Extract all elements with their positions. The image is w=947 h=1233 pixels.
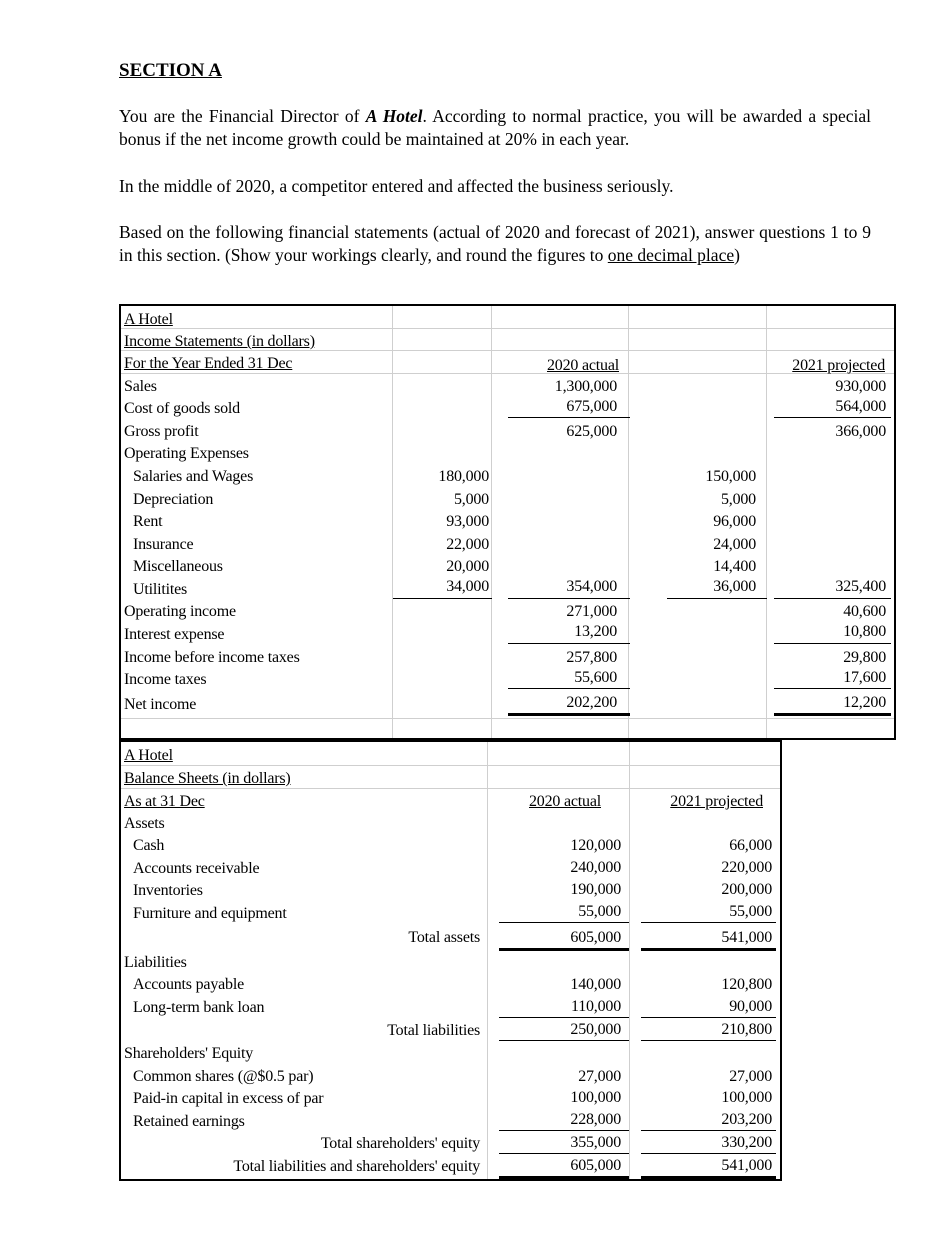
- equity-item-2021: 203,200: [721, 1111, 772, 1128]
- cogs-label: Cost of goods sold: [124, 400, 240, 417]
- equity-item-label: Paid-in capital in excess of par: [133, 1090, 324, 1107]
- equity-item-2021: 100,000: [721, 1089, 772, 1106]
- hotel-name: A Hotel: [365, 106, 423, 126]
- total-assets-label: Total assets: [408, 929, 480, 946]
- balance-col-2021: 2021 projected: [670, 793, 763, 810]
- liability-2021: 90,000: [729, 998, 772, 1015]
- equity-2021-underline: [641, 1130, 776, 1131]
- liability-label: Long-term bank loan: [133, 999, 265, 1016]
- opex-label: Operating Expenses: [124, 445, 249, 462]
- expense-2021: 24,000: [713, 536, 756, 553]
- expense-2021: 150,000: [705, 468, 756, 485]
- total-opex-2020: 354,000: [566, 578, 617, 595]
- liability-label: Accounts payable: [133, 976, 244, 993]
- assets-2020-underline: [499, 922, 629, 923]
- expenses-2020-underline: [393, 598, 492, 599]
- net-income-2020: 202,200: [566, 694, 617, 711]
- balance-title: A Hotel: [124, 747, 173, 764]
- balance-col-2020: 2020 actual: [529, 793, 601, 810]
- net-2020-double-underline: [508, 713, 630, 716]
- interest-2020: 13,200: [574, 623, 617, 640]
- total-equity-2021: 330,200: [721, 1134, 772, 1151]
- expense-2021: 36,000: [713, 578, 756, 595]
- total-equity-2020: 355,000: [570, 1134, 621, 1151]
- equity-item-2021: 27,000: [729, 1068, 772, 1085]
- total-assets-2021: 541,000: [721, 929, 772, 946]
- expense-2020: 93,000: [446, 513, 489, 530]
- asset-label: Accounts receivable: [133, 860, 260, 877]
- asset-label: Cash: [133, 837, 165, 854]
- asset-2020: 240,000: [570, 859, 621, 876]
- interest-2020-underline: [508, 643, 630, 644]
- income-statement-table: [119, 304, 896, 740]
- total-le-2020-double-underline: [499, 1176, 629, 1179]
- liability-2021: 120,800: [721, 976, 772, 993]
- total-liabilities-2021: 210,800: [721, 1021, 772, 1038]
- opex-2021-underline: [774, 598, 891, 599]
- net-2021-double-underline: [774, 713, 891, 716]
- total-opex-2021: 325,400: [835, 578, 886, 595]
- asset-label: Inventories: [133, 882, 203, 899]
- taxes-2020: 55,600: [574, 669, 617, 686]
- asset-label: Furniture and equipment: [133, 905, 287, 922]
- income-title: A Hotel: [124, 311, 173, 328]
- total-assets-2020: 605,000: [570, 929, 621, 946]
- equity-item-2020: 27,000: [578, 1068, 621, 1085]
- liabilities-2020-underline: [499, 1017, 629, 1018]
- total-equity-label: Total shareholders' equity: [320, 1135, 480, 1152]
- intro-paragraph: You are the Financial Director of A Hotel. According to normal practice, you will be awarded a special bonus if the net income growth could be maintained at 20% in each year.: [119, 106, 871, 149]
- sales-2021: 930,000: [835, 378, 886, 395]
- net-income-2021: 12,200: [843, 694, 886, 711]
- total-le-2021: 541,000: [721, 1157, 772, 1174]
- asset-2020: 120,000: [570, 837, 621, 854]
- taxes-2021: 17,600: [843, 669, 886, 686]
- expense-2020: 180,000: [438, 468, 489, 485]
- expense-2020: 22,000: [446, 536, 489, 553]
- cogs-2021-underline: [774, 417, 891, 418]
- net-income-label: Net income: [124, 696, 197, 713]
- equity-2020-underline: [499, 1130, 629, 1131]
- sales-label: Sales: [124, 378, 157, 395]
- equity-item-2020: 100,000: [570, 1089, 621, 1106]
- liability-2020: 140,000: [570, 976, 621, 993]
- liabilities-label: Liabilities: [124, 954, 187, 971]
- income-period: For the Year Ended 31 Dec: [124, 355, 293, 372]
- expense-2020: 5,000: [453, 491, 489, 508]
- expense-label: Miscellaneous: [133, 558, 223, 575]
- gross-label: Gross profit: [124, 423, 199, 440]
- interest-2021-underline: [774, 643, 891, 644]
- expense-label: Insurance: [133, 536, 194, 553]
- total-le-label: Total liabilities and shareholders' equity: [233, 1158, 480, 1175]
- expense-2020: 20,000: [446, 558, 489, 575]
- total-le-2020: 605,000: [570, 1157, 621, 1174]
- taxes-2021-underline: [774, 688, 891, 689]
- assets-2021-underline: [641, 922, 776, 923]
- cogs-2021: 564,000: [835, 398, 886, 415]
- expense-label: Utilitites: [133, 581, 188, 598]
- ibt-2020: 257,800: [566, 649, 617, 666]
- assets-label: Assets: [124, 815, 165, 832]
- total-liabilities-label: Total liabilities: [387, 1022, 480, 1039]
- taxes-2020-underline: [508, 688, 630, 689]
- expense-2021: 5,000: [720, 491, 756, 508]
- income-subtitle: Income Statements (in dollars): [124, 333, 315, 350]
- equity-item-label: Retained earnings: [133, 1113, 245, 1130]
- asset-2021: 66,000: [729, 837, 772, 854]
- cogs-2020: 675,000: [566, 398, 617, 415]
- expenses-2021-underline: [667, 598, 767, 599]
- equity-item-2020: 228,000: [570, 1111, 621, 1128]
- equity-label: Shareholders' Equity: [124, 1045, 254, 1062]
- equity-item-label: Common shares (@$0.5 par): [133, 1068, 314, 1085]
- expense-2021: 96,000: [713, 513, 756, 530]
- interest-label: Interest expense: [124, 626, 225, 643]
- asset-2021: 200,000: [721, 881, 772, 898]
- expense-2020: 34,000: [446, 578, 489, 595]
- ibt-label: Income before income taxes: [124, 649, 300, 666]
- asset-2021: 55,000: [729, 903, 772, 920]
- sales-2020: 1,300,000: [554, 378, 617, 395]
- gross-2020: 625,000: [566, 423, 617, 440]
- asset-2020: 190,000: [570, 881, 621, 898]
- ibt-2021: 29,800: [843, 649, 886, 666]
- balance-subtitle: Balance Sheets (in dollars): [124, 770, 291, 787]
- total-equity-2020-underline: [499, 1153, 629, 1154]
- context-paragraph: In the middle of 2020, a competitor entered and affected the business seriously.: [119, 176, 674, 196]
- balance-sheet-table: [119, 740, 782, 1181]
- income-col-2021: 2021 projected: [792, 357, 885, 374]
- opex-2020-underline: [508, 598, 630, 599]
- operating-income-label: Operating income: [124, 603, 236, 620]
- total-le-2021-double-underline: [641, 1176, 776, 1179]
- income-col-2020: 2020 actual: [547, 357, 619, 374]
- expense-label: Depreciation: [133, 491, 214, 508]
- asset-2020: 55,000: [578, 903, 621, 920]
- total-liabilities-2020: 250,000: [570, 1021, 621, 1038]
- liability-2020: 110,000: [570, 998, 621, 1015]
- section-heading: SECTION A: [119, 60, 222, 81]
- expense-label: Salaries and Wages: [133, 468, 254, 485]
- total-liabilities-2021-underline: [641, 1040, 776, 1041]
- asset-2021: 220,000: [721, 859, 772, 876]
- taxes-label: Income taxes: [124, 671, 207, 688]
- instructions-paragraph: Based on the following financial statements (actual of 2020 and forecast of 2021), answer questions 1 to 9 in this section. (Show your workings clearly, and round the figures to one decimal place): [119, 222, 871, 265]
- total-liabilities-2020-underline: [499, 1040, 629, 1041]
- balance-period: As at 31 Dec: [124, 793, 205, 810]
- operating-income-2020: 271,000: [566, 603, 617, 620]
- operating-income-2021: 40,600: [843, 603, 886, 620]
- gross-2021: 366,000: [835, 423, 886, 440]
- cogs-2020-underline: [508, 417, 630, 418]
- expense-label: Rent: [133, 513, 163, 530]
- liabilities-2021-underline: [641, 1017, 776, 1018]
- interest-2021: 10,800: [843, 623, 886, 640]
- total-assets-2021-double-underline: [641, 948, 776, 951]
- total-assets-2020-double-underline: [499, 948, 629, 951]
- total-equity-2021-underline: [641, 1153, 776, 1154]
- expense-2021: 14,400: [713, 558, 756, 575]
